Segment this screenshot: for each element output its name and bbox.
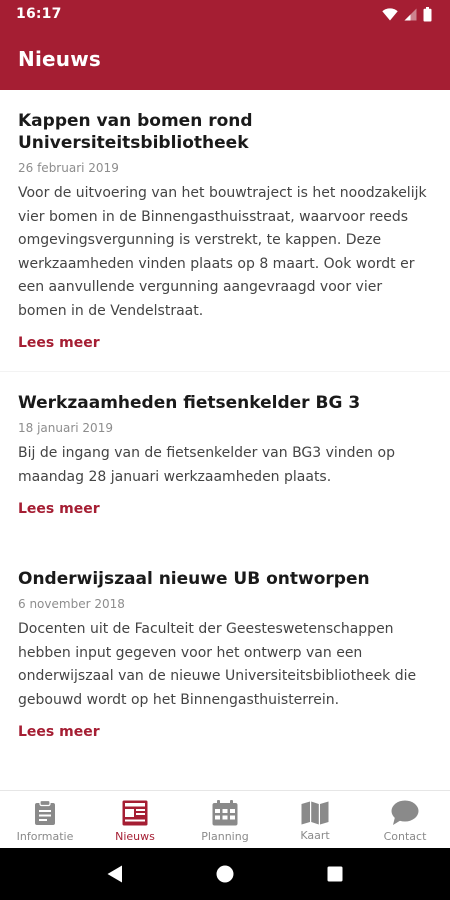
page-title: Nieuws xyxy=(18,47,101,71)
news-item-title: Werkzaamheden fietsenkelder BG 3 xyxy=(18,393,361,413)
news-item[interactable] xyxy=(0,541,450,772)
status-bar xyxy=(0,0,450,28)
system-navigation-bar xyxy=(0,848,450,900)
nav-label: Informatie xyxy=(16,830,74,843)
nav-item-kaart[interactable] xyxy=(270,791,360,848)
nav-item-planning[interactable] xyxy=(180,791,270,848)
nav-item-nieuws[interactable] xyxy=(90,791,180,848)
bottom-navigation xyxy=(0,790,450,848)
news-item-title: Kappen van bomen rond Universiteitsbibliotheek xyxy=(18,111,253,153)
news-item-title: Onderwijszaal nieuwe UB ontworpen xyxy=(18,569,370,589)
nav-item-informatie[interactable] xyxy=(0,791,90,848)
nav-label: Kaart xyxy=(300,829,330,842)
news-item-body: Bij de ingang van de fietsenkelder van BG3 vinden op maandag 28 januari werkzaamheden plaats. xyxy=(18,445,395,485)
newspaper-icon xyxy=(122,800,148,826)
back-button[interactable] xyxy=(95,854,135,894)
news-item-date: 26 februari 2019 xyxy=(18,161,119,175)
home-button[interactable] xyxy=(205,854,245,894)
map-icon xyxy=(301,801,329,825)
news-item-date: 18 januari 2019 xyxy=(18,421,113,435)
calendar-icon xyxy=(212,800,238,826)
nav-item-contact[interactable] xyxy=(360,791,450,848)
app-bar xyxy=(0,28,450,90)
news-item-body: Docenten uit de Faculteit der Geesteswetenschappen hebben input gegeven voor het ontwerp van een onderwijszaal van de nieuwe Universiteitsbibliotheek die gebouwd wordt op het Binnengasthuisterrein. xyxy=(18,621,417,708)
news-item-date: 6 november 2018 xyxy=(18,597,125,611)
status-time: 16:17 xyxy=(16,6,62,22)
nav-label: Nieuws xyxy=(115,830,155,843)
read-more-link[interactable]: Lees meer xyxy=(18,724,100,740)
news-list[interactable] xyxy=(0,90,450,790)
nav-label: Contact xyxy=(383,830,427,843)
wifi-icon xyxy=(382,8,398,21)
status-icons xyxy=(382,7,432,22)
battery-icon xyxy=(423,7,432,22)
news-item[interactable] xyxy=(0,371,450,541)
signal-icon xyxy=(404,8,417,21)
nav-label: Planning xyxy=(201,830,249,843)
recents-button[interactable] xyxy=(315,854,355,894)
news-item[interactable] xyxy=(0,90,450,371)
news-item[interactable] xyxy=(0,772,450,790)
clipboard-icon xyxy=(34,800,56,826)
read-more-link[interactable]: Lees meer xyxy=(18,335,100,351)
news-item-body: Voor de uitvoering van het bouwtraject is het noodzakelijk vier bomen in de Binnengasthuisstraat, waarvoor reeds omgevingsvergunning is verstrekt, te kappen. Deze werkzaamheden vinden plaats op 8 maart. Ook wordt er een aanvullende vergunning aangevraagd voor vier bomen in de Vendelstraat. xyxy=(18,185,427,319)
read-more-link[interactable]: Lees meer xyxy=(18,501,100,517)
chat-bubble-icon xyxy=(391,800,419,826)
